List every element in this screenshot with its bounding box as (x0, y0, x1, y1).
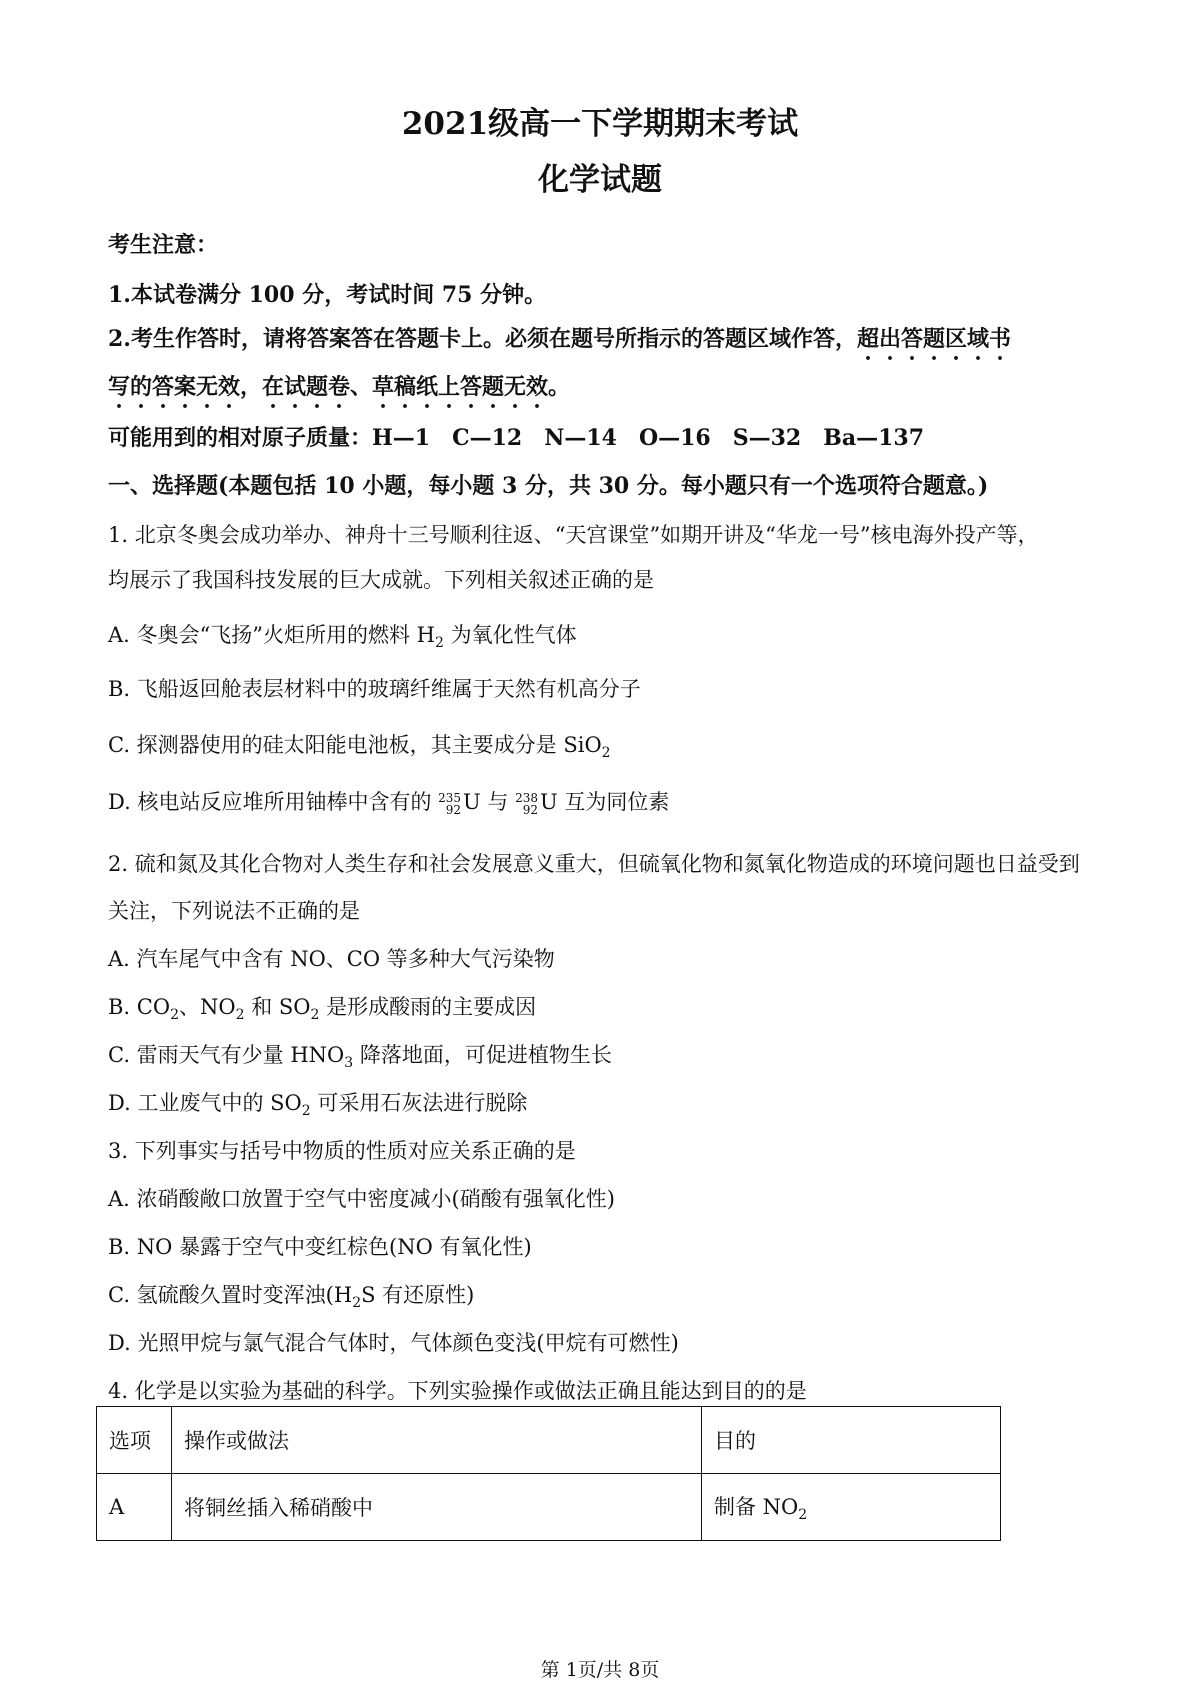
element-symbol: U (463, 790, 481, 814)
table-header-cell: 操作或做法 (172, 1407, 702, 1474)
q2-b-t4: 是形成酸雨的主要成因 (319, 995, 537, 1019)
q1-d-mid: 与 (480, 790, 516, 814)
q3-option-c (108, 1279, 474, 1311)
q2-option-c (108, 1039, 612, 1071)
q3-option-d: D. 光照甲烷与氯气混合气体时，气体颜色变浅(甲烷有可燃性) (108, 1331, 679, 1355)
atomic-number: 92 (445, 802, 462, 817)
table-cell-sub: 2 (798, 1507, 808, 1524)
q1-d-text-end: 互为同位素 (557, 790, 670, 814)
q3-c-t1: C. 氢硫酸久置时变浑浊(H (108, 1283, 353, 1307)
q1-a-text: A. 冬奥会“飞扬”火炬所用的燃料 H (108, 623, 435, 647)
q1-stem-line-2: 均展示了我国科技发展的巨大成就。下列相关叙述正确的是 (108, 568, 654, 592)
q3-c-t2: S 有还原性) (361, 1283, 475, 1307)
q2-option-d (108, 1087, 527, 1119)
q2-b-s3: 2 (310, 1007, 320, 1024)
q1-option-b: B. 飞船返回舱表层材料中的玻璃纤维属于天然有机高分子 (108, 677, 641, 701)
q2-c-s: 3 (344, 1055, 354, 1072)
element-symbol: U (540, 790, 558, 814)
q1-d-text: D. 核电站反应堆所用铀棒中含有的 (108, 790, 439, 814)
notice-item-2-emphasis-cont: 写的答案无效，在试题卷、草稿纸上答题无效 (108, 374, 549, 400)
table-cell (702, 1474, 1001, 1541)
notice-item-1: 1.本试卷满分 100 分，考试时间 75 分钟。 (108, 282, 547, 308)
q4-stem: 4. 化学是以实验为基础的科学。下列实验操作或做法正确且能达到目的的是 (108, 1379, 807, 1403)
exam-title: 2021级高一下学期期末考试 (401, 106, 799, 142)
q2-d-t2: 可采用石灰法进行脱除 (310, 1091, 528, 1115)
notice-heading: 考生注意： (108, 232, 219, 258)
q1-a-sub: 2 (434, 635, 444, 652)
q2-d-t1: D. 工业废气中的 SO (108, 1091, 302, 1115)
q2-b-s2: 2 (235, 1007, 245, 1024)
q1-c-sub: 2 (601, 745, 611, 762)
q3-option-a: A. 浓硝酸敞口放置于空气中密度减小(硝酸有强氧化性) (108, 1187, 615, 1211)
q2-c-t1: C. 雷雨天气有少量 HNO (108, 1043, 345, 1067)
q1-option-d (108, 786, 669, 816)
subject-title: 化学试题 (538, 162, 662, 198)
table-cell: A (97, 1474, 172, 1541)
mass-number: 235 (438, 790, 462, 805)
q2-d-s: 2 (301, 1103, 311, 1120)
notice-item-2 (108, 322, 1011, 365)
q2-stem-line-2: 关注，下列说法不正确的是 (108, 899, 360, 923)
isotope-u238 (515, 792, 538, 816)
q2-c-t2: 降落地面，可促进植物生长 (353, 1043, 612, 1067)
q1-c-text: C. 探测器使用的硅太阳能电池板，其主要成分是 SiO (108, 733, 602, 757)
page-footer: 第 1页/共 8页 (540, 1659, 660, 1681)
q2-stem-line-1: 2. 硫和氮及其化合物对人类生存和社会发展意义重大，但硫氧化物和氮氧化物造成的环境问题也日益受到 (108, 852, 1080, 876)
notice-item-2-text: 2.考生作答时，请将答案答在答题卡上。必须在题号所指示的答题区域作答， (108, 326, 857, 352)
q4-table (96, 1406, 1001, 1541)
q2-b-s1: 2 (170, 1007, 179, 1024)
mass-number: 238 (515, 790, 538, 805)
q1-option-a (108, 619, 577, 651)
q3-option-b: B. NO 暴露于空气中变红棕色(NO 有氧化性) (108, 1235, 532, 1259)
q1-a-text-end: 为氧化性气体 (443, 623, 577, 647)
atomic-number: 92 (522, 802, 538, 817)
table-row (97, 1474, 1001, 1541)
q2-b-t1: B. CO (108, 995, 171, 1019)
q1-option-c (108, 729, 611, 761)
section-1-heading: 一、选择题(本题包括 10 小题，每小题 3 分，共 30 分。每小题只有一个选项符合题意。) (108, 473, 989, 499)
q2-option-a: A. 汽车尾气中含有 NO、CO 等多种大气污染物 (108, 947, 555, 971)
atomic-mass-line: 可能用到的相对原子质量：H—1 C—12 N—14 O—16 S—32 Ba—137 (108, 425, 924, 451)
isotope-u235 (438, 792, 461, 816)
table-header-row (97, 1407, 1001, 1474)
table-cell: 将铜丝插入稀硝酸中 (172, 1474, 702, 1541)
table-header-cell: 目的 (702, 1407, 1001, 1474)
notice-item-2-emphasis: 超出答题区域书 (856, 326, 1011, 352)
q2-option-b (108, 991, 536, 1023)
table-header-cell: 选项 (97, 1407, 172, 1474)
notice-item-2-end: 。 (548, 374, 571, 400)
q2-b-t3: 和 SO (244, 995, 311, 1019)
q3-c-s: 2 (352, 1295, 362, 1312)
q2-b-t2: 、NO (179, 995, 236, 1019)
table-cell-text: 制备 NO (714, 1494, 799, 1519)
q1-stem-line-1: 1. 北京冬奥会成功举办、神舟十三号顺利往返、“天宫课堂”如期开讲及“华龙一号”核电海外投产等， (108, 523, 1039, 547)
q3-stem: 3. 下列事实与括号中物质的性质对应关系正确的是 (108, 1139, 576, 1163)
notice-item-2-cont (108, 370, 570, 413)
